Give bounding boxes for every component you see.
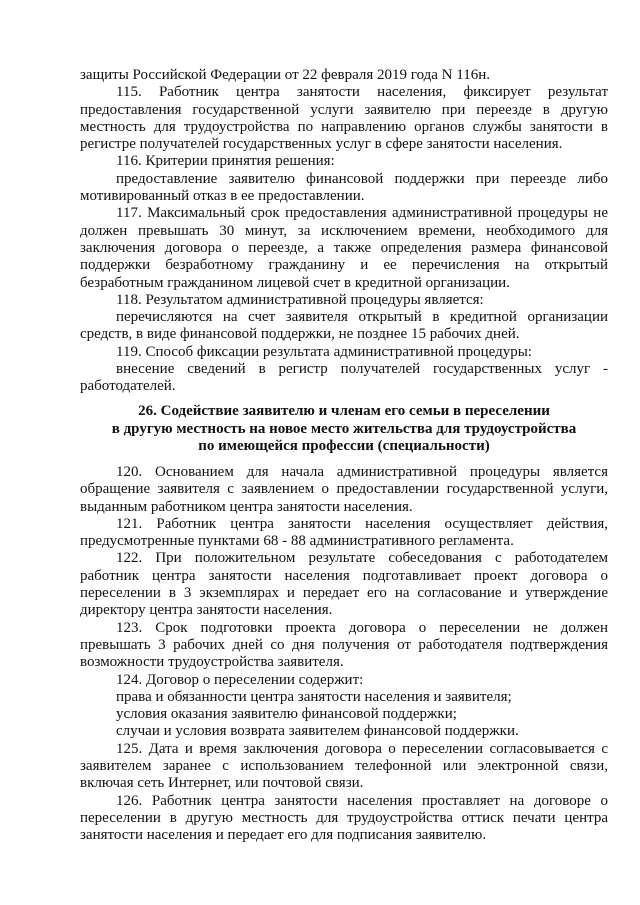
paragraph-116: 116. Критерии принятия решения: [116, 153, 335, 170]
paragraph-125: 125. Дата и время заключения договора о переселении согласовывается с заявителем заранее с использованием телефонной или электронной связи, включая сеть Интернет, или почтовой связи. [80, 740, 608, 792]
paragraph-124: 124. Договор о переселении содержит: [116, 671, 364, 688]
paragraph-118: 118. Результатом административной процедуры является: [116, 291, 484, 308]
paragraph-continuation: защиты Российской Федерации от 22 февраля 2019 года N 116н. [80, 67, 490, 83]
paragraph-116-criteria: предоставление заявителю финансовой поддержки при переезде либо мотивированный отказ в ее предоставлении. [80, 170, 608, 205]
paragraph-117: 117. Максимальный срок предоставления административной процедуры не должен превышать 30 минут, за исключением времени, необходимого для заключения договора о переезде, а также определения размера финансовой поддержки безработному гражданину и ее перечисления на открытый безработным гражданином лицевой счет в кредитной организации. [80, 205, 608, 291]
paragraph-126: 126. Работник центра занятости населения проставляет на договоре о переселении в другую местность для трудоустройства оттиск печати центра занятости населения и передает его для подписания заявителю. [80, 792, 608, 844]
paragraph-119-method: внесение сведений в регистр получателей государственных услуг - работодателей. [80, 361, 608, 395]
section-heading-line: 26. Содействие заявителю и членам его семьи в переселении [138, 403, 550, 419]
list-item-rights: права и обязанности центра занятости населения и заявителя; [116, 688, 512, 705]
section-heading [80, 403, 608, 456]
paragraph-123: 123. Срок подготовки проекта договора о переселении не должен превышать 3 рабочих дней со дня получения от работодателя подтверждения возможности трудоустройства заявителя. [80, 619, 608, 671]
paragraph-120: 120. Основанием для начала административной процедуры является обращение заявителя с заявлением о предоставлении государственной услуги, выданным работником центра занятости населения. [80, 464, 608, 515]
paragraph-115: 115. Работник центра занятости населения, фиксирует результат предоставления государственной услуги заявителю при переезде в другую местность для трудоустройства по направлению органов службы занятости в регистре получателей государственных услуг в сфере занятости населения. [80, 84, 608, 153]
paragraph-119: 119. Способ фиксации результата административной процедуры: [116, 343, 532, 360]
list-item-conditions: условия оказания заявителю финансовой поддержки; [116, 706, 457, 723]
top-text-block [80, 67, 608, 396]
section-heading-line: в другую местность на новое место жительства для трудоустройства [111, 420, 577, 437]
bottom-text-block [80, 464, 608, 845]
paragraph-122: 122. При положительном результате собеседования с работодателем работник центра занятости населения подготавливает проект договора о переселении в 3 экземплярах и передает его на согласование и утверждение директору центра занятости населения. [80, 550, 608, 619]
list-item-refund: случаи и условия возврата заявителем финансовой поддержки. [116, 723, 519, 740]
paragraph-118-result: перечисляются на счет заявителя открытый в кредитной организации средств, в виде финансовой поддержки, не позднее 15 рабочих дней. [80, 309, 608, 343]
paragraph-121: 121. Работник центра занятости населения осуществляет действия, предусмотренные пунктами 68 - 88 административного регламента. [80, 515, 608, 550]
section-heading-line: по имеющейся профессии (специальности) [198, 438, 490, 454]
